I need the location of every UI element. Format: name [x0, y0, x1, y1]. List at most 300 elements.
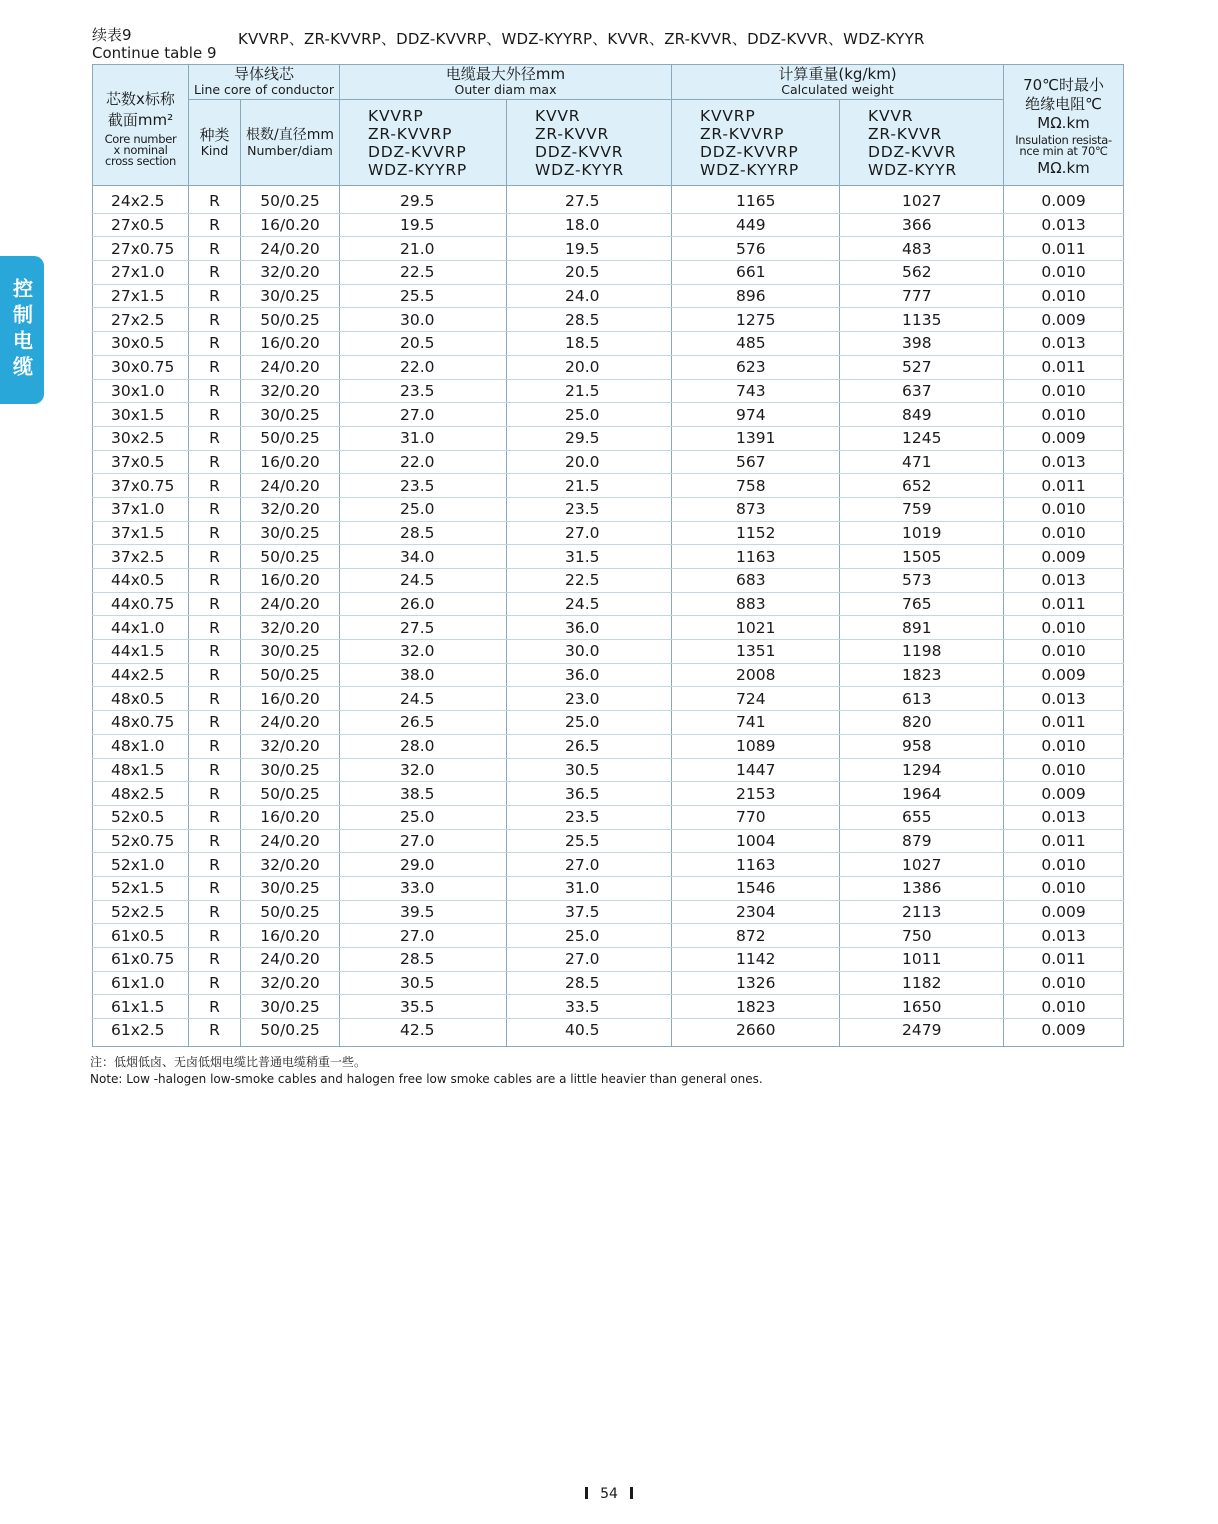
cell-insulation: 0.010: [1004, 261, 1124, 285]
table-row: [93, 426, 1124, 450]
cell-outer-diam-b: 18.5: [507, 332, 672, 356]
table-row: [93, 186, 1124, 214]
cell-number-diam: 24/0.20: [241, 948, 340, 972]
table-row: [93, 853, 1124, 877]
cell-outer-diam-b: 30.5: [507, 758, 672, 782]
cell-outer-diam-b: 21.5: [507, 379, 672, 403]
cell-weight-a: 2660: [672, 1019, 840, 1047]
cell-insulation: 0.013: [1004, 332, 1124, 356]
cell-weight-b: 483: [840, 237, 1004, 261]
cell-outer-diam-b: 20.0: [507, 450, 672, 474]
cell-spec: 48x2.5: [93, 782, 189, 806]
cell-insulation: 0.010: [1004, 758, 1124, 782]
cell-weight-a: 1546: [672, 876, 840, 900]
cell-kind: R: [189, 308, 241, 332]
section-tab: [0, 256, 44, 404]
cell-weight-a: 449: [672, 213, 840, 237]
cell-spec: 44x1.5: [93, 640, 189, 664]
cell-number-diam: 24/0.20: [241, 474, 340, 498]
cell-number-diam: 32/0.20: [241, 497, 340, 521]
cell-weight-a: 974: [672, 403, 840, 427]
table-row: [93, 261, 1124, 285]
cell-kind: R: [189, 971, 241, 995]
page-number: 54: [0, 1486, 1218, 1502]
cell-number-diam: 16/0.20: [241, 687, 340, 711]
cell-outer-diam-a: 38.5: [340, 782, 507, 806]
cell-insulation: 0.010: [1004, 616, 1124, 640]
cell-insulation: 0.009: [1004, 426, 1124, 450]
cell-outer-diam-b: 36.0: [507, 663, 672, 687]
cell-kind: R: [189, 853, 241, 877]
cell-number-diam: 30/0.25: [241, 284, 340, 308]
cell-number-diam: 50/0.25: [241, 545, 340, 569]
cell-weight-b: 1823: [840, 663, 1004, 687]
cell-weight-b: 1011: [840, 948, 1004, 972]
cell-number-diam: 16/0.20: [241, 805, 340, 829]
cell-outer-diam-a: 28.5: [340, 521, 507, 545]
cell-number-diam: 32/0.20: [241, 616, 340, 640]
cell-weight-b: 1027: [840, 186, 1004, 214]
table-caption: [92, 26, 217, 62]
cell-spec: 37x0.5: [93, 450, 189, 474]
cell-outer-diam-a: 32.0: [340, 758, 507, 782]
cell-spec: 44x1.0: [93, 616, 189, 640]
header-number: 根数/直径mm Number/diam: [241, 100, 340, 186]
cell-number-diam: 30/0.25: [241, 640, 340, 664]
cell-weight-b: 1964: [840, 782, 1004, 806]
table-row: [93, 379, 1124, 403]
cell-number-diam: 16/0.20: [241, 924, 340, 948]
section-tab-label: 控制电缆: [9, 278, 34, 382]
cell-insulation: 0.011: [1004, 829, 1124, 853]
cell-weight-b: 655: [840, 805, 1004, 829]
cell-weight-a: 1823: [672, 995, 840, 1019]
cell-weight-a: 1021: [672, 616, 840, 640]
cell-weight-b: 1182: [840, 971, 1004, 995]
table-row: [93, 521, 1124, 545]
cell-kind: R: [189, 687, 241, 711]
cell-weight-a: 1004: [672, 829, 840, 853]
cell-number-diam: 50/0.25: [241, 663, 340, 687]
cell-kind: R: [189, 332, 241, 356]
cell-outer-diam-b: 25.0: [507, 924, 672, 948]
cell-kind: R: [189, 355, 241, 379]
table-row: [93, 308, 1124, 332]
cell-weight-a: 683: [672, 569, 840, 593]
cell-insulation: 0.009: [1004, 308, 1124, 332]
table-row: [93, 829, 1124, 853]
cell-kind: R: [189, 379, 241, 403]
cell-outer-diam-b: 23.0: [507, 687, 672, 711]
cell-insulation: 0.013: [1004, 687, 1124, 711]
cell-weight-b: 1027: [840, 853, 1004, 877]
cell-kind: R: [189, 474, 241, 498]
cell-weight-a: 896: [672, 284, 840, 308]
cell-number-diam: 32/0.20: [241, 971, 340, 995]
table-row: [93, 213, 1124, 237]
cell-outer-diam-a: 21.0: [340, 237, 507, 261]
cell-kind: R: [189, 569, 241, 593]
cell-spec: 61x2.5: [93, 1019, 189, 1047]
cell-outer-diam-b: 36.5: [507, 782, 672, 806]
table-row: [93, 332, 1124, 356]
cell-weight-b: 637: [840, 379, 1004, 403]
cell-spec: 37x1.5: [93, 521, 189, 545]
header-diam-group-b: KVVR ZR-KVVR DDZ-KVVR WDZ-KYYR: [507, 100, 672, 186]
cell-number-diam: 32/0.20: [241, 853, 340, 877]
cell-spec: 27x1.0: [93, 261, 189, 285]
cell-outer-diam-b: 21.5: [507, 474, 672, 498]
cell-outer-diam-b: 27.0: [507, 853, 672, 877]
cell-spec: 52x0.75: [93, 829, 189, 853]
cell-outer-diam-a: 28.5: [340, 948, 507, 972]
cell-spec: 44x2.5: [93, 663, 189, 687]
cell-outer-diam-a: 19.5: [340, 213, 507, 237]
cell-spec: 27x0.75: [93, 237, 189, 261]
cell-number-diam: 24/0.20: [241, 355, 340, 379]
cell-weight-b: 613: [840, 687, 1004, 711]
cell-spec: 52x1.5: [93, 876, 189, 900]
cell-outer-diam-b: 20.5: [507, 261, 672, 285]
cell-insulation: 0.013: [1004, 805, 1124, 829]
cell-weight-a: 1326: [672, 971, 840, 995]
cell-insulation: 0.013: [1004, 924, 1124, 948]
cell-outer-diam-b: 22.5: [507, 569, 672, 593]
cell-outer-diam-b: 29.5: [507, 426, 672, 450]
table-row: [93, 971, 1124, 995]
cell-number-diam: 24/0.20: [241, 711, 340, 735]
cell-weight-b: 1650: [840, 995, 1004, 1019]
cell-insulation: 0.013: [1004, 450, 1124, 474]
cell-number-diam: 50/0.25: [241, 1019, 340, 1047]
cell-weight-a: 661: [672, 261, 840, 285]
cell-outer-diam-a: 35.5: [340, 995, 507, 1019]
header-diam-group-a: KVVRP ZR-KVVRP DDZ-KVVRP WDZ-KYYRP: [340, 100, 507, 186]
table-row: [93, 758, 1124, 782]
cell-weight-b: 958: [840, 734, 1004, 758]
table-row: [93, 663, 1124, 687]
cell-kind: R: [189, 948, 241, 972]
table-row: [93, 900, 1124, 924]
cell-spec: 37x1.0: [93, 497, 189, 521]
cell-spec: 61x1.5: [93, 995, 189, 1019]
table-row: [93, 876, 1124, 900]
caption-zh: 续表9: [92, 26, 132, 44]
cell-number-diam: 16/0.20: [241, 213, 340, 237]
cell-outer-diam-a: 27.0: [340, 403, 507, 427]
cell-number-diam: 24/0.20: [241, 592, 340, 616]
cell-outer-diam-a: 39.5: [340, 900, 507, 924]
cell-spec: 24x2.5: [93, 186, 189, 214]
cell-outer-diam-b: 19.5: [507, 237, 672, 261]
cell-insulation: 0.009: [1004, 1019, 1124, 1047]
cell-outer-diam-b: 25.5: [507, 829, 672, 853]
table-row: [93, 995, 1124, 1019]
cell-outer-diam-a: 22.0: [340, 355, 507, 379]
cell-weight-a: 2304: [672, 900, 840, 924]
cell-weight-a: 576: [672, 237, 840, 261]
cell-spec: 30x2.5: [93, 426, 189, 450]
table-row: [93, 355, 1124, 379]
cell-weight-b: 2479: [840, 1019, 1004, 1047]
cell-outer-diam-b: 33.5: [507, 995, 672, 1019]
cell-outer-diam-b: 27.5: [507, 186, 672, 214]
cell-insulation: 0.011: [1004, 355, 1124, 379]
cell-number-diam: 50/0.25: [241, 186, 340, 214]
table-row: [93, 711, 1124, 735]
cell-number-diam: 24/0.20: [241, 237, 340, 261]
cell-outer-diam-a: 23.5: [340, 379, 507, 403]
table-row: [93, 569, 1124, 593]
table-row: [93, 450, 1124, 474]
cell-number-diam: 30/0.25: [241, 995, 340, 1019]
cell-outer-diam-b: 31.5: [507, 545, 672, 569]
cell-kind: R: [189, 758, 241, 782]
table-row: [93, 948, 1124, 972]
cell-spec: 27x2.5: [93, 308, 189, 332]
cell-outer-diam-a: 20.5: [340, 332, 507, 356]
cell-spec: 30x1.0: [93, 379, 189, 403]
cell-outer-diam-b: 27.0: [507, 948, 672, 972]
cell-outer-diam-b: 27.0: [507, 521, 672, 545]
cell-weight-a: 1275: [672, 308, 840, 332]
cell-weight-b: 777: [840, 284, 1004, 308]
header-outer-diam: 电缆最大外径mm Outer diam max: [340, 65, 672, 100]
cell-spec: 52x0.5: [93, 805, 189, 829]
cell-weight-a: 1163: [672, 853, 840, 877]
page-bar-left: [585, 1487, 588, 1499]
cell-outer-diam-b: 24.0: [507, 284, 672, 308]
cell-spec: 37x0.75: [93, 474, 189, 498]
cell-kind: R: [189, 284, 241, 308]
cell-outer-diam-a: 27.0: [340, 924, 507, 948]
cell-number-diam: 30/0.25: [241, 403, 340, 427]
cell-kind: R: [189, 924, 241, 948]
cell-weight-b: 527: [840, 355, 1004, 379]
cell-weight-a: 1165: [672, 186, 840, 214]
cell-outer-diam-b: 25.0: [507, 711, 672, 735]
cell-spec: 61x0.75: [93, 948, 189, 972]
cell-outer-diam-b: 40.5: [507, 1019, 672, 1047]
cell-weight-b: 820: [840, 711, 1004, 735]
cell-outer-diam-b: 24.5: [507, 592, 672, 616]
cell-insulation: 0.013: [1004, 569, 1124, 593]
cell-weight-a: 872: [672, 924, 840, 948]
cell-insulation: 0.011: [1004, 711, 1124, 735]
cell-spec: 48x0.5: [93, 687, 189, 711]
cell-kind: R: [189, 497, 241, 521]
cell-kind: R: [189, 734, 241, 758]
cell-outer-diam-a: 22.0: [340, 450, 507, 474]
cell-kind: R: [189, 900, 241, 924]
cell-insulation: 0.010: [1004, 284, 1124, 308]
cell-outer-diam-a: 23.5: [340, 474, 507, 498]
cell-spec: 52x1.0: [93, 853, 189, 877]
cell-weight-a: 1089: [672, 734, 840, 758]
header-conductor: 导体线芯 Line core of conductor: [189, 65, 340, 100]
header-weight: 计算重量(kg/km) Calculated weight: [672, 65, 1004, 100]
cell-weight-a: 485: [672, 332, 840, 356]
cell-weight-b: 1019: [840, 521, 1004, 545]
cell-outer-diam-a: 38.0: [340, 663, 507, 687]
cell-weight-b: 879: [840, 829, 1004, 853]
cell-spec: 52x2.5: [93, 900, 189, 924]
cell-outer-diam-b: 26.5: [507, 734, 672, 758]
cell-outer-diam-a: 27.5: [340, 616, 507, 640]
table-row: [93, 805, 1124, 829]
cell-weight-b: 1245: [840, 426, 1004, 450]
page-bar-right: [630, 1487, 633, 1499]
header-kind: 种类 Kind: [189, 100, 241, 186]
header-weight-group-a: KVVRP ZR-KVVRP DDZ-KVVRP WDZ-KYYRP: [672, 100, 840, 186]
cell-insulation: 0.010: [1004, 876, 1124, 900]
cell-spec: 48x0.75: [93, 711, 189, 735]
cell-weight-b: 366: [840, 213, 1004, 237]
cell-weight-a: 1447: [672, 758, 840, 782]
cell-weight-a: 873: [672, 497, 840, 521]
cell-weight-a: 1152: [672, 521, 840, 545]
cell-number-diam: 16/0.20: [241, 332, 340, 356]
table-row: [93, 592, 1124, 616]
table-row: [93, 782, 1124, 806]
cell-weight-b: 849: [840, 403, 1004, 427]
cell-weight-b: 573: [840, 569, 1004, 593]
spec-table: [92, 64, 1124, 1047]
cell-weight-a: 2153: [672, 782, 840, 806]
cell-weight-a: 741: [672, 711, 840, 735]
cell-spec: 48x1.5: [93, 758, 189, 782]
cell-number-diam: 50/0.25: [241, 308, 340, 332]
cell-insulation: 0.011: [1004, 592, 1124, 616]
cell-outer-diam-a: 29.0: [340, 853, 507, 877]
cell-weight-a: 743: [672, 379, 840, 403]
table-row: [93, 474, 1124, 498]
cell-number-diam: 32/0.20: [241, 261, 340, 285]
cell-kind: R: [189, 995, 241, 1019]
cell-outer-diam-b: 25.0: [507, 403, 672, 427]
cell-weight-a: 1391: [672, 426, 840, 450]
cell-kind: R: [189, 876, 241, 900]
cell-weight-b: 750: [840, 924, 1004, 948]
cell-weight-b: 891: [840, 616, 1004, 640]
cell-weight-a: 1142: [672, 948, 840, 972]
cell-insulation: 0.010: [1004, 853, 1124, 877]
cell-spec: 48x1.0: [93, 734, 189, 758]
table-row: [93, 640, 1124, 664]
cell-spec: 37x2.5: [93, 545, 189, 569]
cell-insulation: 0.011: [1004, 237, 1124, 261]
table-row: [93, 616, 1124, 640]
cell-outer-diam-a: 26.0: [340, 592, 507, 616]
cell-outer-diam-b: 23.5: [507, 497, 672, 521]
table-row: [93, 497, 1124, 521]
cell-spec: 61x1.0: [93, 971, 189, 995]
cell-outer-diam-b: 31.0: [507, 876, 672, 900]
table-body: [93, 186, 1124, 1047]
cell-outer-diam-a: 25.5: [340, 284, 507, 308]
cell-spec: 27x0.5: [93, 213, 189, 237]
cell-kind: R: [189, 450, 241, 474]
cell-spec: 27x1.5: [93, 284, 189, 308]
cell-insulation: 0.009: [1004, 186, 1124, 214]
cell-kind: R: [189, 640, 241, 664]
cell-weight-a: 883: [672, 592, 840, 616]
cell-kind: R: [189, 186, 241, 214]
cell-kind: R: [189, 829, 241, 853]
cell-outer-diam-a: 30.0: [340, 308, 507, 332]
cell-kind: R: [189, 616, 241, 640]
cell-number-diam: 16/0.20: [241, 450, 340, 474]
cell-spec: 30x0.75: [93, 355, 189, 379]
cell-outer-diam-b: 23.5: [507, 805, 672, 829]
cell-weight-b: 398: [840, 332, 1004, 356]
cell-kind: R: [189, 261, 241, 285]
cell-insulation: 0.010: [1004, 640, 1124, 664]
cell-insulation: 0.010: [1004, 734, 1124, 758]
cell-number-diam: 50/0.25: [241, 900, 340, 924]
table-row: [93, 403, 1124, 427]
cell-weight-a: 623: [672, 355, 840, 379]
cell-outer-diam-a: 27.0: [340, 829, 507, 853]
cell-weight-b: 765: [840, 592, 1004, 616]
cell-outer-diam-a: 34.0: [340, 545, 507, 569]
cell-insulation: 0.011: [1004, 948, 1124, 972]
cell-outer-diam-a: 28.0: [340, 734, 507, 758]
cell-spec: 61x0.5: [93, 924, 189, 948]
cell-outer-diam-a: 24.5: [340, 569, 507, 593]
cell-number-diam: 16/0.20: [241, 569, 340, 593]
cell-insulation: 0.010: [1004, 497, 1124, 521]
cell-outer-diam-a: 30.5: [340, 971, 507, 995]
cell-weight-a: 758: [672, 474, 840, 498]
cell-weight-a: 770: [672, 805, 840, 829]
cell-kind: R: [189, 711, 241, 735]
cell-outer-diam-b: 37.5: [507, 900, 672, 924]
cell-kind: R: [189, 545, 241, 569]
cell-outer-diam-b: 30.0: [507, 640, 672, 664]
footnote: [90, 1054, 763, 1088]
cell-weight-b: 562: [840, 261, 1004, 285]
cell-weight-b: 759: [840, 497, 1004, 521]
cell-insulation: 0.010: [1004, 379, 1124, 403]
cell-insulation: 0.013: [1004, 213, 1124, 237]
cell-weight-b: 1505: [840, 545, 1004, 569]
cell-outer-diam-a: 25.0: [340, 805, 507, 829]
cell-outer-diam-a: 26.5: [340, 711, 507, 735]
table-row: [93, 734, 1124, 758]
header-weight-group-b: KVVR ZR-KVVR DDZ-KVVR WDZ-KYYR: [840, 100, 1004, 186]
cell-weight-b: 2113: [840, 900, 1004, 924]
cell-outer-diam-b: 36.0: [507, 616, 672, 640]
cell-number-diam: 50/0.25: [241, 782, 340, 806]
cell-kind: R: [189, 782, 241, 806]
cell-outer-diam-a: 42.5: [340, 1019, 507, 1047]
cell-number-diam: 32/0.20: [241, 734, 340, 758]
cell-weight-b: 471: [840, 450, 1004, 474]
cell-kind: R: [189, 237, 241, 261]
table-row: [93, 1019, 1124, 1047]
cell-kind: R: [189, 213, 241, 237]
cell-spec: 44x0.5: [93, 569, 189, 593]
cell-insulation: 0.010: [1004, 971, 1124, 995]
cell-insulation: 0.009: [1004, 663, 1124, 687]
cell-kind: R: [189, 403, 241, 427]
cell-outer-diam-a: 33.0: [340, 876, 507, 900]
cell-weight-a: 1163: [672, 545, 840, 569]
cell-kind: R: [189, 426, 241, 450]
cell-weight-a: 567: [672, 450, 840, 474]
cell-insulation: 0.010: [1004, 403, 1124, 427]
